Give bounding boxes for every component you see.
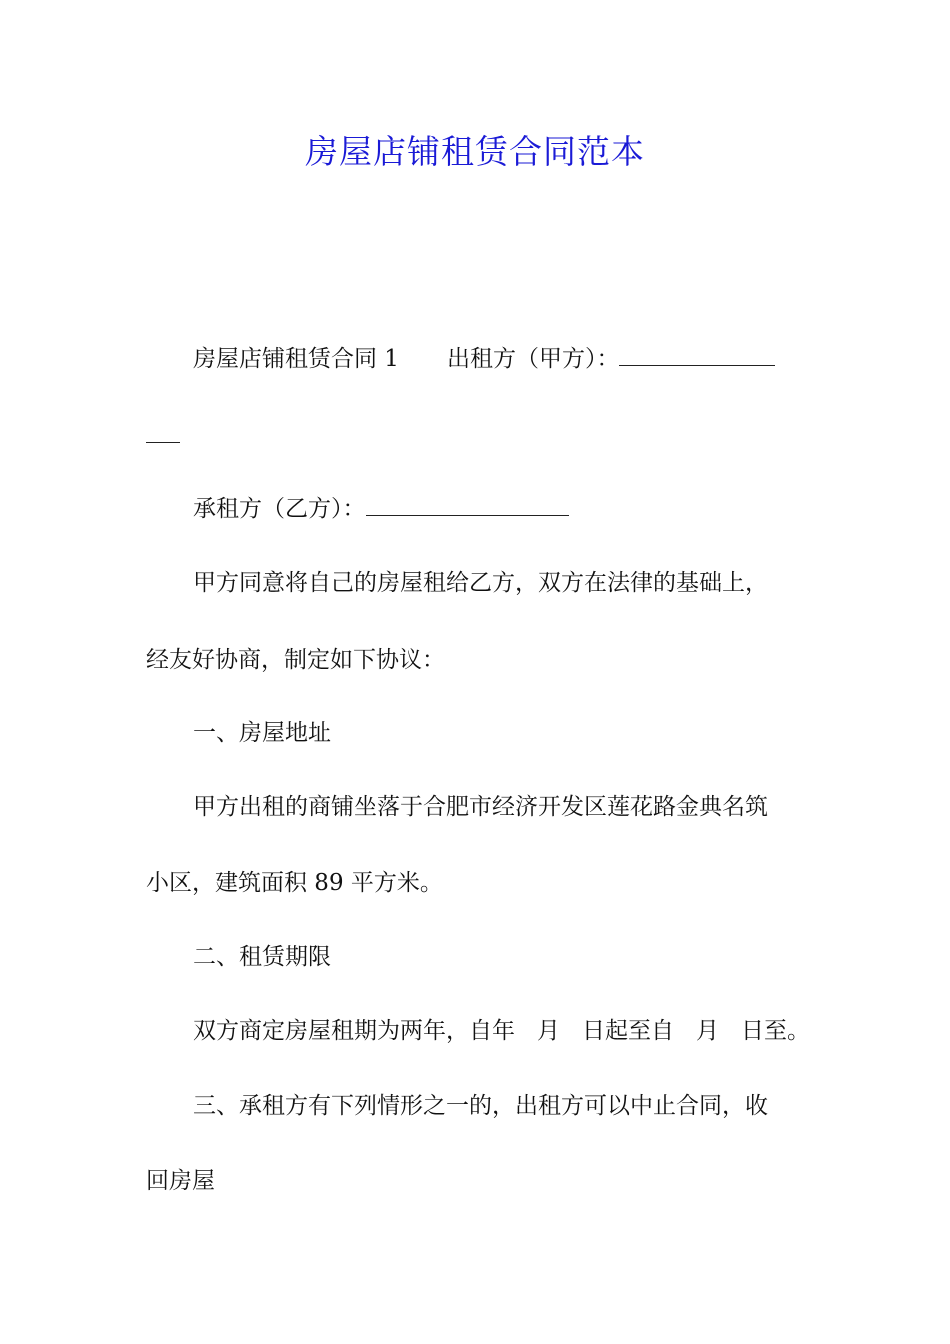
contract-number-label: 房屋店铺租赁合同 1 — [193, 346, 399, 372]
lessor-blank-continued — [146, 420, 811, 452]
contract-header-line — [193, 343, 813, 375]
term-text-1: 双方商定房屋租期为两年，自年 — [193, 1018, 515, 1044]
term-text-3: 日至。 — [741, 1018, 810, 1044]
address-paragraph: 甲方出租的商铺坐落于合肥市经济开发区莲花路金典名筑 — [193, 794, 768, 820]
lessor-blank-tail — [146, 420, 180, 443]
section-heading-termination: 三、承租方有下列情形之一的，出租方可以中止合同，收 — [193, 1093, 768, 1119]
lessee-label: 承租方（乙方）： — [193, 496, 366, 522]
address-paragraph-cont: 小区，建筑面积 89 平方米。 — [146, 870, 443, 896]
section-heading-address: 一、房屋地址 — [193, 720, 331, 746]
termination-paragraph-cont: 回房屋 — [146, 1168, 215, 1194]
term-text-2: 日起至自 — [582, 1018, 674, 1044]
term-month-2: 月 — [696, 1018, 719, 1044]
document-title: 房屋店铺租赁合同范本 — [305, 132, 645, 171]
section-heading-term: 二、租赁期限 — [193, 944, 331, 970]
lessor-label: 出租方（甲方）： — [446, 346, 620, 372]
lessee-blank — [366, 493, 569, 516]
term-month-1: 月 — [537, 1018, 560, 1044]
agreement-paragraph: 甲方同意将自己的房屋租给乙方，双方在法律的基础上， — [193, 570, 768, 596]
agreement-paragraph-cont: 经友好协商，制定如下协议： — [146, 647, 445, 673]
lessor-blank — [619, 343, 775, 366]
term-paragraph — [193, 1015, 813, 1047]
lessee-line — [193, 493, 813, 525]
